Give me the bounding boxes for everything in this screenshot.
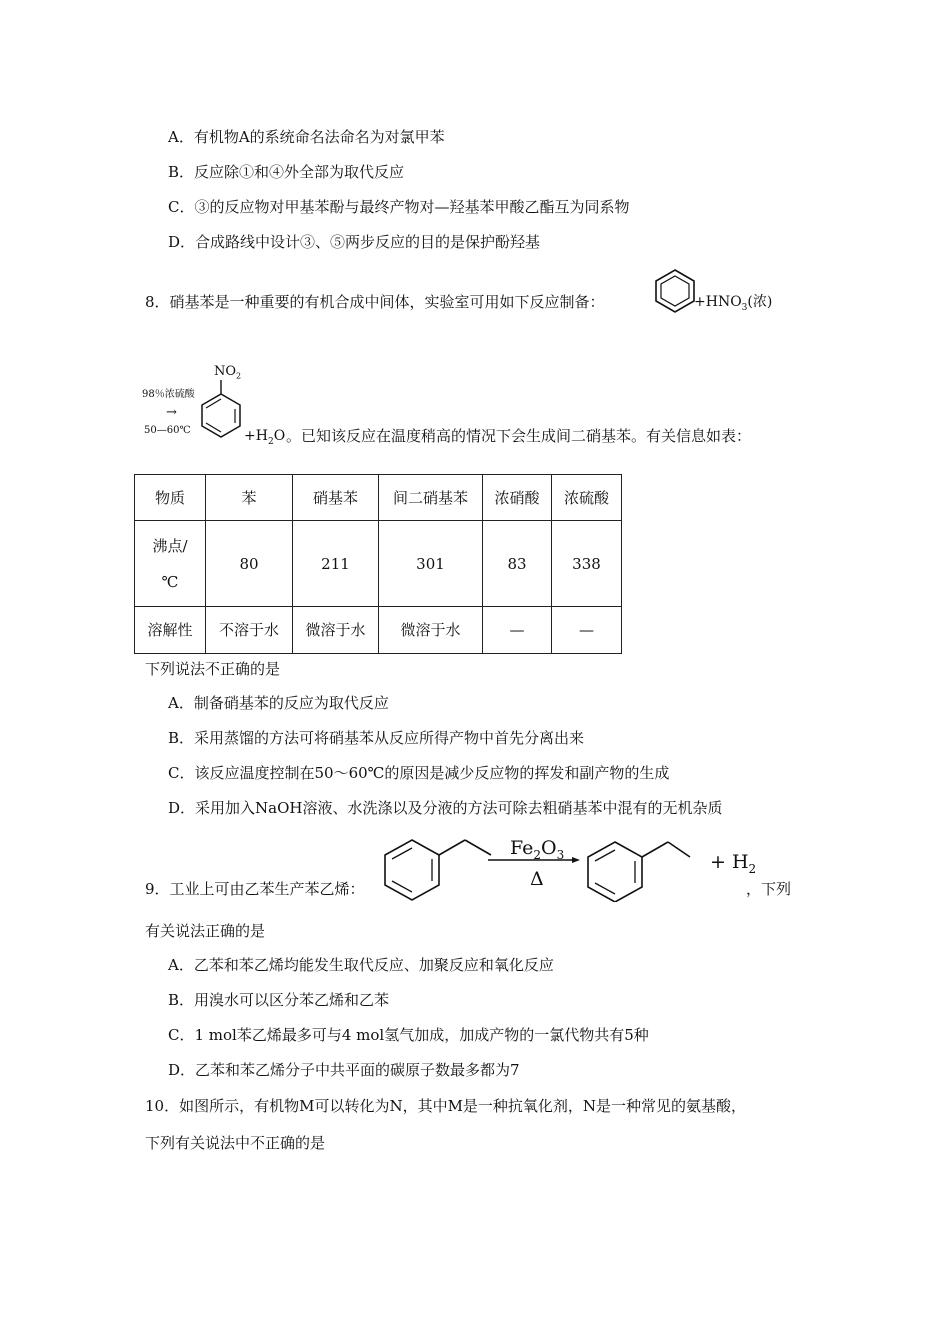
q8-option-b: B．采用蒸馏的方法可将硝基苯从反应所得产物中首先分离出来: [168, 729, 585, 747]
table-row-solubility: [135, 607, 622, 654]
q9-stem-continued: 有关说法正确的是: [145, 922, 266, 940]
table-cell: 微溶于水: [293, 607, 379, 654]
q9-catalyst: $Fe_2O_3$: [510, 837, 565, 862]
table-cell: 338: [552, 521, 622, 607]
q8-option-a: A．制备硝基苯的反应为取代反应: [168, 694, 389, 712]
q7-option-d: D．合成路线中设计③、⑤两步反应的目的是保护酚羟基: [168, 233, 541, 251]
q9-option-d: D．乙苯和苯乙烯分子中共平面的碳原子数最多都为7: [168, 1061, 520, 1079]
table-cell: 301: [379, 521, 483, 607]
table-header-cell: 间二硝基苯: [379, 475, 483, 521]
q9-stem: 9．工业上可由乙苯生产苯乙烯：: [145, 880, 365, 898]
q8-stem: 8．硝基苯是一种重要的有机合成中间体，实验室可用如下反应制备：: [145, 293, 605, 311]
table-cell: —: [483, 607, 552, 654]
q8-option-c: C．该反应温度控制在50～60℃的原因是减少反应物的挥发和副产物的生成: [168, 764, 670, 782]
table-header-cell: 物质: [135, 475, 206, 521]
table-header-cell: 硝基苯: [293, 475, 379, 521]
table-header-cell: 苯: [206, 475, 293, 521]
q8-reagent: $+HNO_3$(浓): [694, 294, 773, 313]
q9-option-c: C．1 mol苯乙烯最多可与4 mol氢气加成，加成产物的一氯代物共有5种: [168, 1026, 649, 1044]
q10-stem-continued: 下列有关说法中不正确的是: [145, 1134, 326, 1152]
q9-option-b: B．用溴水可以区分苯乙烯和乙苯: [168, 991, 390, 1009]
benzene-structure: [652, 266, 698, 316]
q8-option-d: D．采用加入NaOH溶液、水洗涤以及分液的方法可除去粗硝基苯中混有的无机杂质: [168, 799, 723, 817]
table-cell: 83: [483, 521, 552, 607]
q8-stem-continued: 。已知该反应在温度稍高的情况下会生成间二硝基苯。有关信息如表：: [286, 427, 752, 445]
q8-catalyst-top: 98％浓硫酸: [142, 389, 195, 400]
table-header-row: [135, 475, 622, 521]
q7-option-b: B．反应除①和④外全部为取代反应: [168, 163, 405, 181]
table-cell: 211: [293, 521, 379, 607]
table-row-label: 沸点/ ℃: [135, 521, 206, 607]
q7-option-a: A．有机物A的系统命名法命名为对氯甲苯: [168, 128, 445, 146]
q8-water: $+H_2O$: [244, 428, 286, 447]
q8-reaction-arrow: →: [166, 405, 177, 420]
q7-option-c: C．③的反应物对甲基苯酚与最终产物对—羟基苯甲酸乙酯互为同系物: [168, 198, 630, 216]
table-header-cell: 浓硫酸: [552, 475, 622, 521]
q9-option-a: A．乙苯和苯乙烯均能发生取代反应、加聚反应和氧化反应: [168, 956, 554, 974]
table-row-boiling-point: [135, 521, 622, 607]
table-cell: —: [552, 607, 622, 654]
q8-no2-label: $NO_2$: [214, 364, 242, 381]
styrene-structure: [588, 842, 690, 902]
q9-stem-tail: ，下列: [746, 880, 792, 898]
nitrobenzene-structure: [196, 378, 246, 444]
q8-catalyst-bottom: 50—60℃: [144, 425, 191, 436]
ethylbenzene-structure: [385, 840, 491, 900]
table-cell: 微溶于水: [379, 607, 483, 654]
q9-hydrogen: + $H_2$: [710, 851, 757, 876]
q9-heat-symbol: Δ: [530, 868, 544, 890]
q10-stem: 10．如图所示，有机物M可以转化为N，其中M是一种抗氧化剂，N是一种常见的氨基酸，: [145, 1097, 747, 1115]
properties-table: [134, 474, 622, 654]
table-row-label: 溶解性: [135, 607, 206, 654]
q8-question: 下列说法不正确的是: [145, 660, 281, 678]
table-cell: 不溶于水: [206, 607, 293, 654]
table-cell: 80: [206, 521, 293, 607]
table-header-cell: 浓硝酸: [483, 475, 552, 521]
